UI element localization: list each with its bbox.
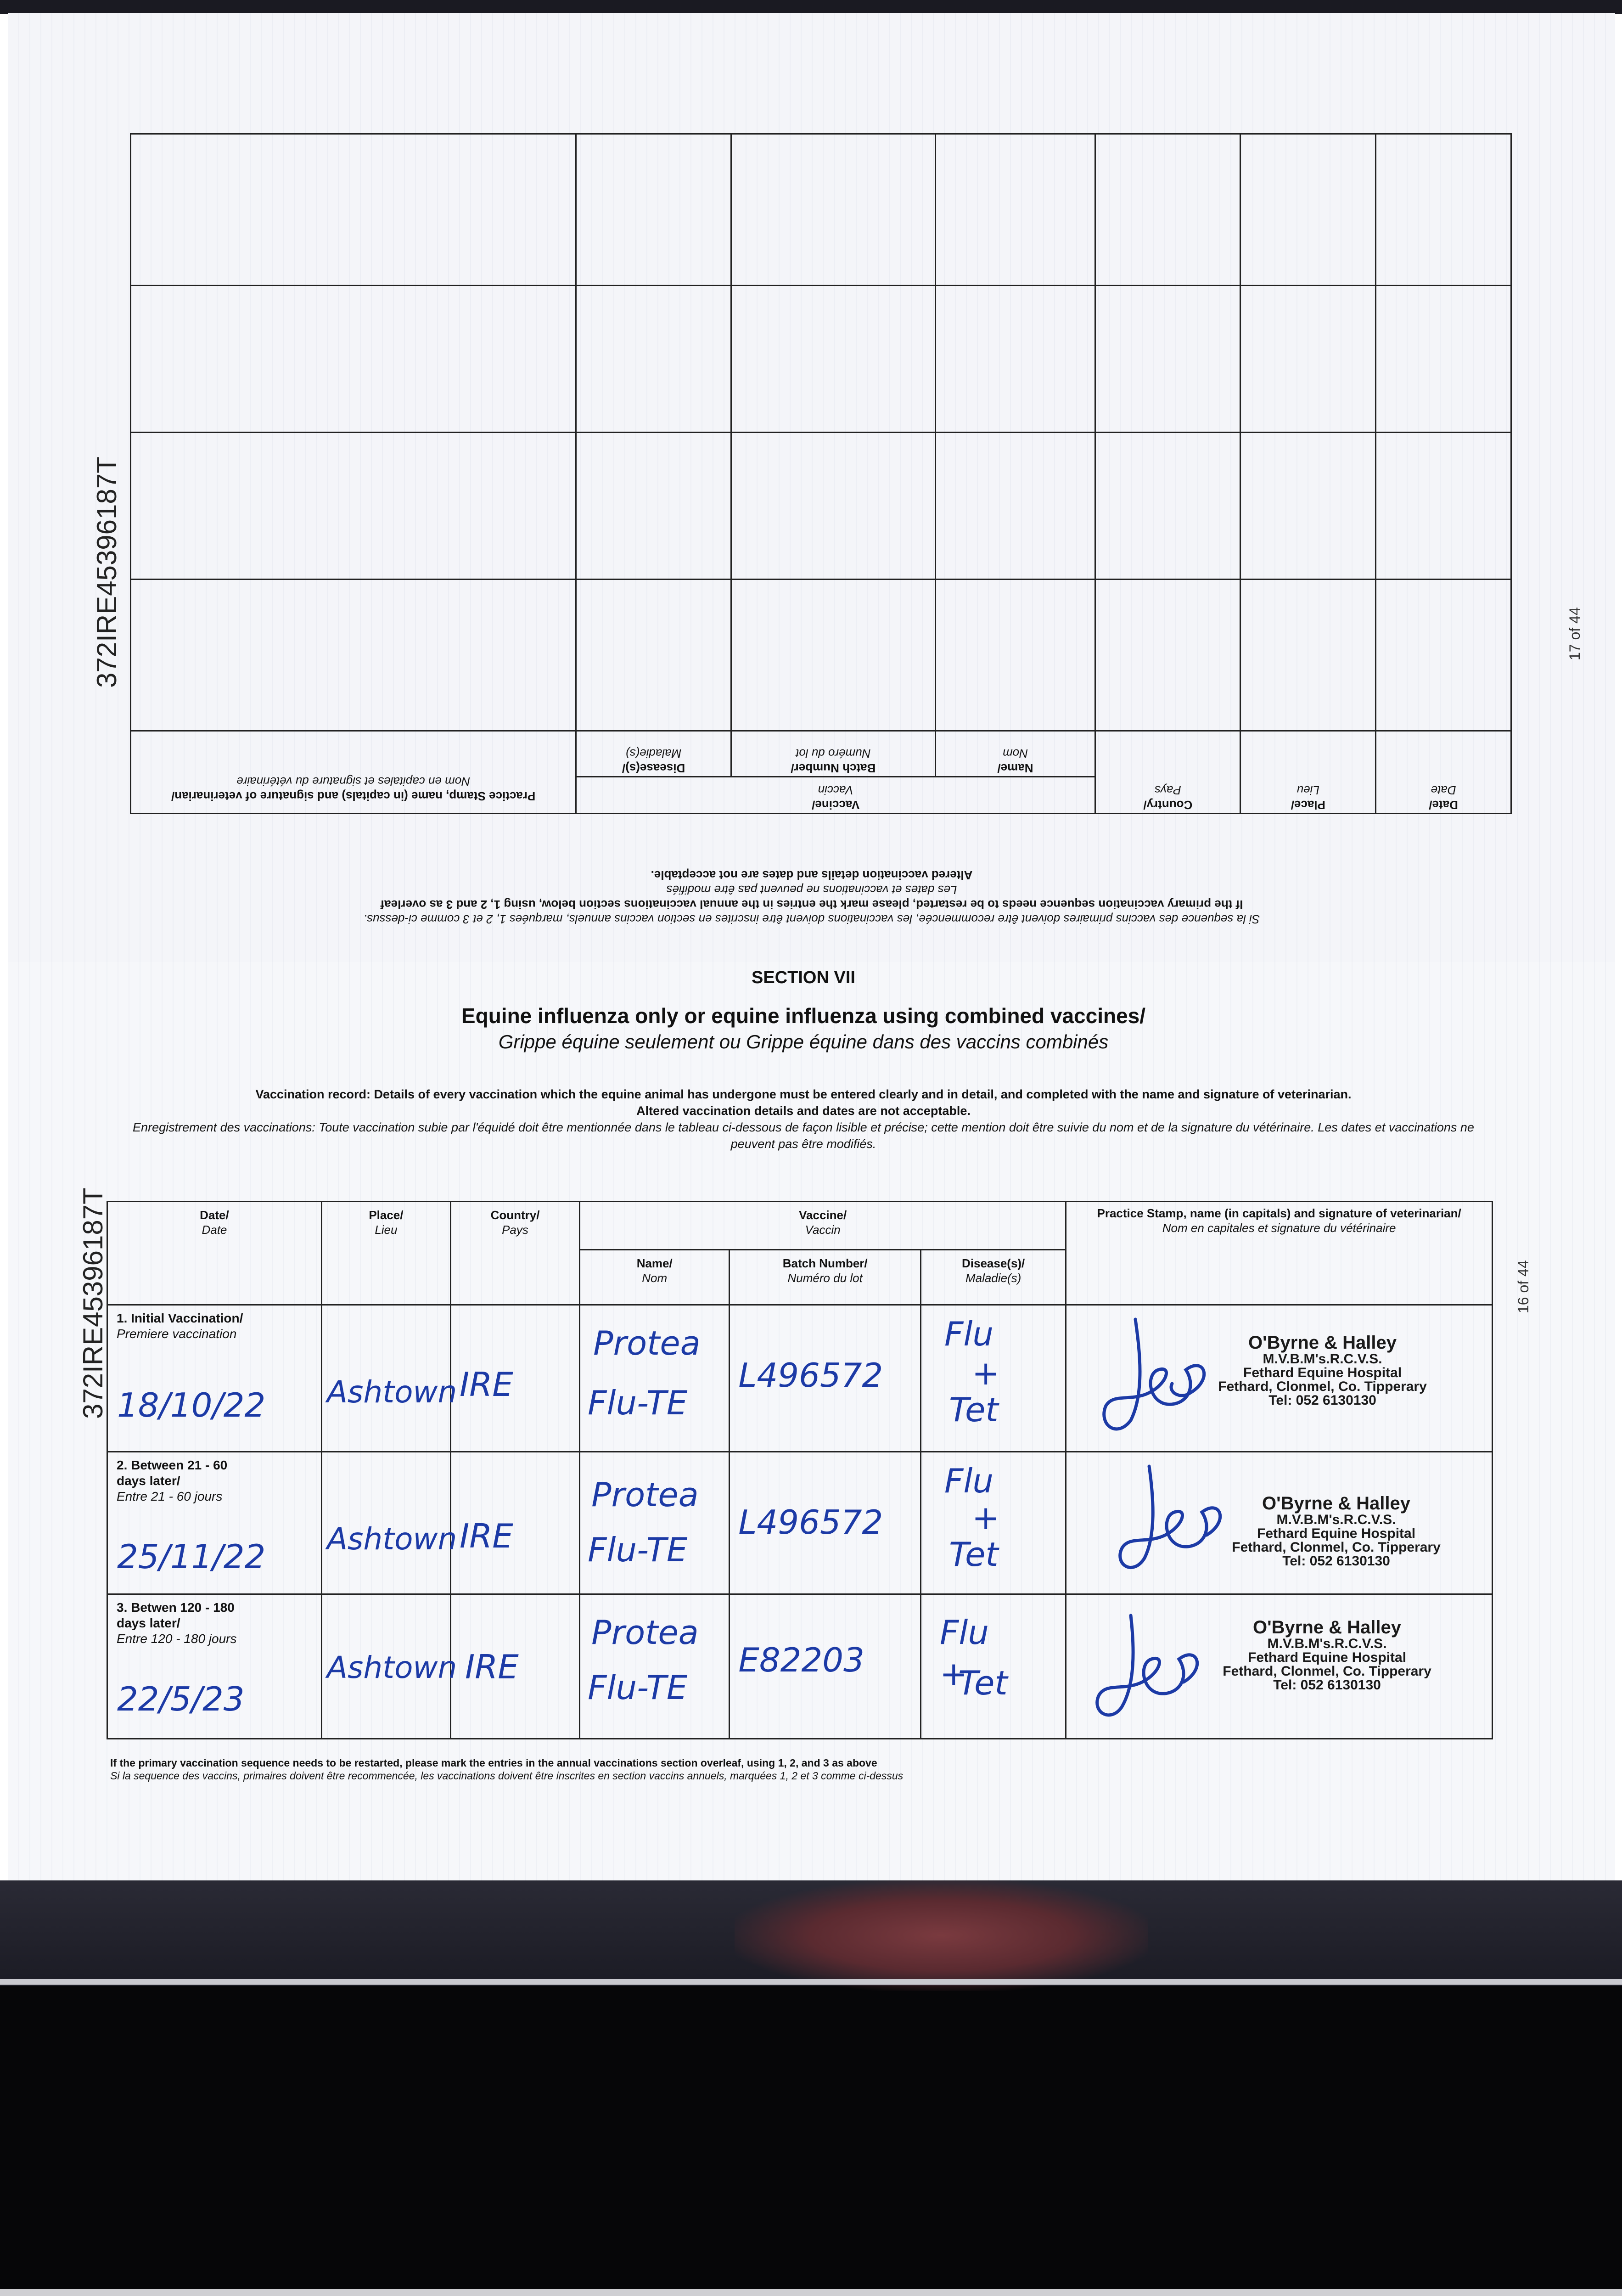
disease-cell [921, 1594, 1066, 1739]
practice-stamp [1223, 1618, 1431, 1692]
row-label-en: 3. Betwen 120 - 180 days later/ [117, 1600, 235, 1630]
stamp-line3: Fethard Equine Hospital [1257, 1526, 1416, 1541]
batch-cell [730, 1594, 921, 1739]
disease-line2: + [972, 1498, 1000, 1537]
disease-line1: Flu [944, 1462, 994, 1500]
header-stamp [1066, 1202, 1493, 1305]
upper-page-rotated-content [8, 13, 1615, 982]
veterinarian-signature [1076, 1609, 1213, 1728]
disease-line3: Tet [949, 1390, 999, 1429]
disease-cell [921, 1452, 1066, 1594]
country-cell [450, 1305, 579, 1452]
record-instructions [110, 1086, 1497, 1152]
upper-page [8, 13, 1615, 982]
record-intro: Vaccination record: Details of every vaccination which the equine animal has undergone must be entered clearly and in detail, and completed with the name and signature of veterinarian. [255, 1087, 1352, 1101]
table-row [107, 1305, 1493, 1452]
header-stamp-en: Practice Stamp, name (in capitals) and signature of veterinarian/ [1097, 1206, 1461, 1220]
vaccine-name-line1: Protea [593, 1324, 701, 1362]
date-entry: 22/5/23 [117, 1680, 245, 1718]
upper-header-name-fr: Nom [1003, 747, 1028, 760]
upper-restart-note [123, 868, 1500, 927]
upper-page-number: 17 of 44 [1566, 607, 1583, 660]
record-intro-fr: Enregistrement des vaccinations: Toute vaccination subie par l'équidé doit être mentionnée dans le tableau ci-dessous de façon lisible et précise; cette mention doit être suivie du nom et de la signature du vétérinaire. Les dates et vaccinations ne peuvent pas être modifiés. [133, 1120, 1474, 1151]
header-place-en: Place/ [369, 1208, 404, 1222]
disease-line2: + [940, 1654, 968, 1693]
disease-line1: Flu [940, 1613, 989, 1652]
header-disease-en: Disease(s)/ [961, 1256, 1025, 1270]
date-cell [107, 1594, 322, 1739]
place-cell [321, 1305, 457, 1452]
header-place-fr: Lieu [375, 1223, 398, 1237]
row-label-en: 1. Initial Vaccination/ [117, 1311, 243, 1325]
upper-header-name [935, 731, 1095, 777]
practice-stamp [1232, 1494, 1441, 1568]
header-country-fr: Pays [502, 1223, 528, 1237]
upper-notice-en: Altered vaccination details and dates are not acceptable. [651, 868, 973, 882]
stamp-line1: O'Byrne & Halley [1248, 1333, 1397, 1353]
row-label [108, 1306, 320, 1342]
batch-cell [730, 1305, 921, 1452]
upper-header-stamp-fr: Nom en capitales et signature du vétérinaire [236, 775, 470, 788]
footer-note [110, 1756, 1487, 1782]
table-row [107, 1594, 1493, 1739]
upper-header-batch-en: Batch Number/ [791, 761, 876, 775]
header-batch-fr: Numéro du lot [787, 1271, 863, 1285]
header-date-fr: Date [202, 1223, 227, 1237]
header-name-fr: Nom [642, 1271, 668, 1285]
upper-restart-note-fr: Si la sequence des vaccins primaires doivent être recommencée, les vaccinations doivent être inscrites en section vaccins annuels, marquées 1, 2 et 3 comme ci-dessus. [363, 912, 1260, 926]
upper-header-date-fr: Date [1431, 783, 1456, 797]
finger-shadow [735, 1880, 1148, 1991]
vaccine-name-line2: Flu-TE [588, 1531, 688, 1569]
row-label-fr: Premiere vaccination [117, 1327, 237, 1341]
upper-header-country [1095, 731, 1240, 814]
lower-page-number: 16 of 44 [1515, 1260, 1532, 1313]
section-title: Equine influenza only or equine influenza using combined vaccines/ [461, 1004, 1146, 1028]
upper-header-name-en: Name/ [997, 761, 1033, 775]
batch-entry: L496572 [738, 1356, 883, 1395]
batch-entry: E82203 [738, 1641, 864, 1679]
scan-top-edge [0, 0, 1622, 14]
header-vaccine [580, 1202, 1066, 1250]
place-entry: Ashtown [326, 1521, 457, 1557]
place-cell [321, 1594, 457, 1739]
place-entry: Ashtown [326, 1650, 457, 1685]
stamp-line2: M.V.B.M's.R.C.V.S. [1276, 1512, 1396, 1527]
country-entry: IRE [459, 1365, 513, 1404]
upper-empty-row [131, 134, 1511, 286]
upper-header-vaccine-en: Vaccine/ [812, 798, 860, 812]
record-altered-notice: Altered vaccination details and dates are not acceptable. [636, 1104, 971, 1118]
upper-header-date [1376, 731, 1511, 814]
row-label [108, 1595, 320, 1647]
batch-cell [730, 1452, 921, 1594]
date-cell [107, 1452, 322, 1594]
country-entry: IRE [459, 1517, 513, 1555]
header-batch-en: Batch Number/ [782, 1256, 868, 1270]
upper-header-place-fr: Lieu [1296, 783, 1319, 797]
vaccine-name-cell [580, 1594, 730, 1739]
header-vaccine-en: Vaccine/ [799, 1208, 847, 1222]
upper-header-batch-fr: Numéro du lot [796, 747, 871, 760]
upper-header-place [1240, 731, 1376, 814]
stamp-cell [1066, 1452, 1493, 1594]
section-title-fr: Grippe équine seulement ou Grippe équine dans des vaccins combinés [498, 1031, 1109, 1052]
stamp-line5: Tel: 052 6130130 [1273, 1677, 1381, 1693]
header-date [107, 1202, 322, 1305]
row-label-en: 2. Between 21 - 60 days later/ [117, 1458, 228, 1488]
section-heading: SECTION VII [752, 968, 855, 987]
upper-header-date-en: Date/ [1429, 798, 1458, 812]
header-batch [730, 1250, 921, 1305]
header-disease [921, 1250, 1066, 1305]
stamp-cell [1066, 1305, 1493, 1452]
cover-edge-strip [0, 1979, 1622, 1985]
lower-passport-id: 372IRE45396187T [78, 1187, 108, 1419]
upper-header-vaccine-fr: Vaccin [818, 783, 853, 797]
upper-header-stamp [131, 731, 576, 814]
country-cell [450, 1594, 579, 1739]
stamp-line2: M.V.B.M's.R.C.V.S. [1267, 1636, 1387, 1651]
stamp-line5: Tel: 052 6130130 [1282, 1553, 1390, 1569]
upper-notice-fr: Les dates et vaccinations ne peuvent pas être modifiés [666, 883, 957, 897]
upper-passport-id: 372IRE45396187T [91, 456, 122, 688]
stamp-line3: Fethard Equine Hospital [1248, 1650, 1407, 1665]
scan-bottom-edge [0, 2289, 1622, 2296]
stamp-line1: O'Byrne & Halley [1253, 1617, 1402, 1638]
upper-header-vaccine [576, 777, 1095, 814]
upper-header-country-en: Country/ [1143, 798, 1193, 812]
disease-line2: + [972, 1354, 1000, 1392]
disease-line1: Flu [944, 1315, 994, 1353]
place-cell [321, 1452, 457, 1594]
country-entry: IRE [465, 1648, 519, 1686]
header-name-en: Name/ [636, 1256, 673, 1270]
stamp-line2: M.V.B.M's.R.C.V.S. [1263, 1351, 1382, 1367]
stamp-line3: Fethard Equine Hospital [1243, 1365, 1402, 1380]
upper-header-batch [731, 731, 935, 777]
footer-note-fr: Si la sequence des vaccins, primaires doivent être recommencée, les vaccinations doivent être inscrites en section vaccins annuels, marquées 1, 2 et 3 comme ci-dessus [110, 1770, 904, 1782]
row-label-fr: Entre 21 - 60 jours [117, 1489, 223, 1503]
upper-header-disease-fr: Maladie(s) [625, 747, 682, 760]
stamp-line4: Fethard, Clonmel, Co. Tipperary [1223, 1664, 1431, 1679]
upper-header-place-en: Place/ [1291, 798, 1325, 812]
header-disease-fr: Maladie(s) [965, 1271, 1021, 1285]
stamp-line4: Fethard, Clonmel, Co. Tipperary [1218, 1379, 1427, 1394]
vaccine-name-cell [580, 1305, 730, 1452]
header-stamp-fr: Nom en capitales et signature du vétérinaire [1162, 1221, 1396, 1235]
vaccination-table [107, 1201, 1493, 1739]
upper-empty-row [131, 286, 1511, 433]
header-country-en: Country/ [490, 1208, 540, 1222]
upper-header-disease-en: Disease(s)/ [622, 761, 685, 775]
date-entry: 18/10/22 [117, 1386, 266, 1424]
row-label [108, 1453, 320, 1504]
upper-empty-row [131, 433, 1511, 580]
table-row [107, 1452, 1493, 1594]
upper-vaccination-table [130, 133, 1512, 814]
date-entry: 25/11/22 [117, 1537, 266, 1576]
veterinarian-signature [1099, 1462, 1236, 1581]
veterinarian-signature [1080, 1315, 1218, 1443]
upper-header-stamp-en: Practice Stamp, name (in capitals) and signature of veterinarian/ [171, 789, 536, 803]
batch-entry: L496572 [738, 1503, 883, 1542]
place-entry: Ashtown [326, 1374, 457, 1410]
upper-restart-note-en: If the primary vaccination sequence needs to be restarted, please mark the entries in the annual vaccinations section below, using 1, 2 and 3 as overleaf [380, 898, 1243, 912]
disease-line3: Tet [949, 1535, 999, 1574]
header-country [450, 1202, 579, 1305]
vaccine-name-line2: Flu-TE [588, 1668, 688, 1707]
country-cell [450, 1452, 579, 1594]
vaccine-name-line2: Flu-TE [588, 1384, 688, 1422]
upper-header-disease [576, 731, 731, 777]
practice-stamp [1218, 1333, 1427, 1407]
vaccine-name-line1: Protea [591, 1613, 699, 1652]
footer-note-en: If the primary vaccination sequence needs to be restarted, please mark the entries in the annual vaccinations section overleaf, using 1, 2, and 3 as above [110, 1757, 877, 1769]
stamp-cell [1066, 1594, 1493, 1739]
upper-header-country-fr: Pays [1154, 783, 1181, 797]
disease-line3: Tet [958, 1664, 1008, 1702]
row-label-fr: Entre 120 - 180 jours [117, 1632, 237, 1646]
header-date-en: Date/ [200, 1208, 229, 1222]
header-place [321, 1202, 450, 1305]
header-vaccine-fr: Vaccin [805, 1223, 841, 1237]
header-name [580, 1250, 730, 1305]
date-cell [107, 1305, 322, 1452]
vaccine-name-line1: Protea [591, 1475, 699, 1514]
stamp-line4: Fethard, Clonmel, Co. Tipperary [1232, 1540, 1441, 1555]
upper-empty-row [131, 580, 1511, 731]
stamp-line5: Tel: 052 6130130 [1268, 1393, 1376, 1408]
vaccine-name-cell [580, 1452, 730, 1594]
stamp-line1: O'Byrne & Halley [1262, 1493, 1411, 1514]
disease-cell [921, 1305, 1066, 1452]
